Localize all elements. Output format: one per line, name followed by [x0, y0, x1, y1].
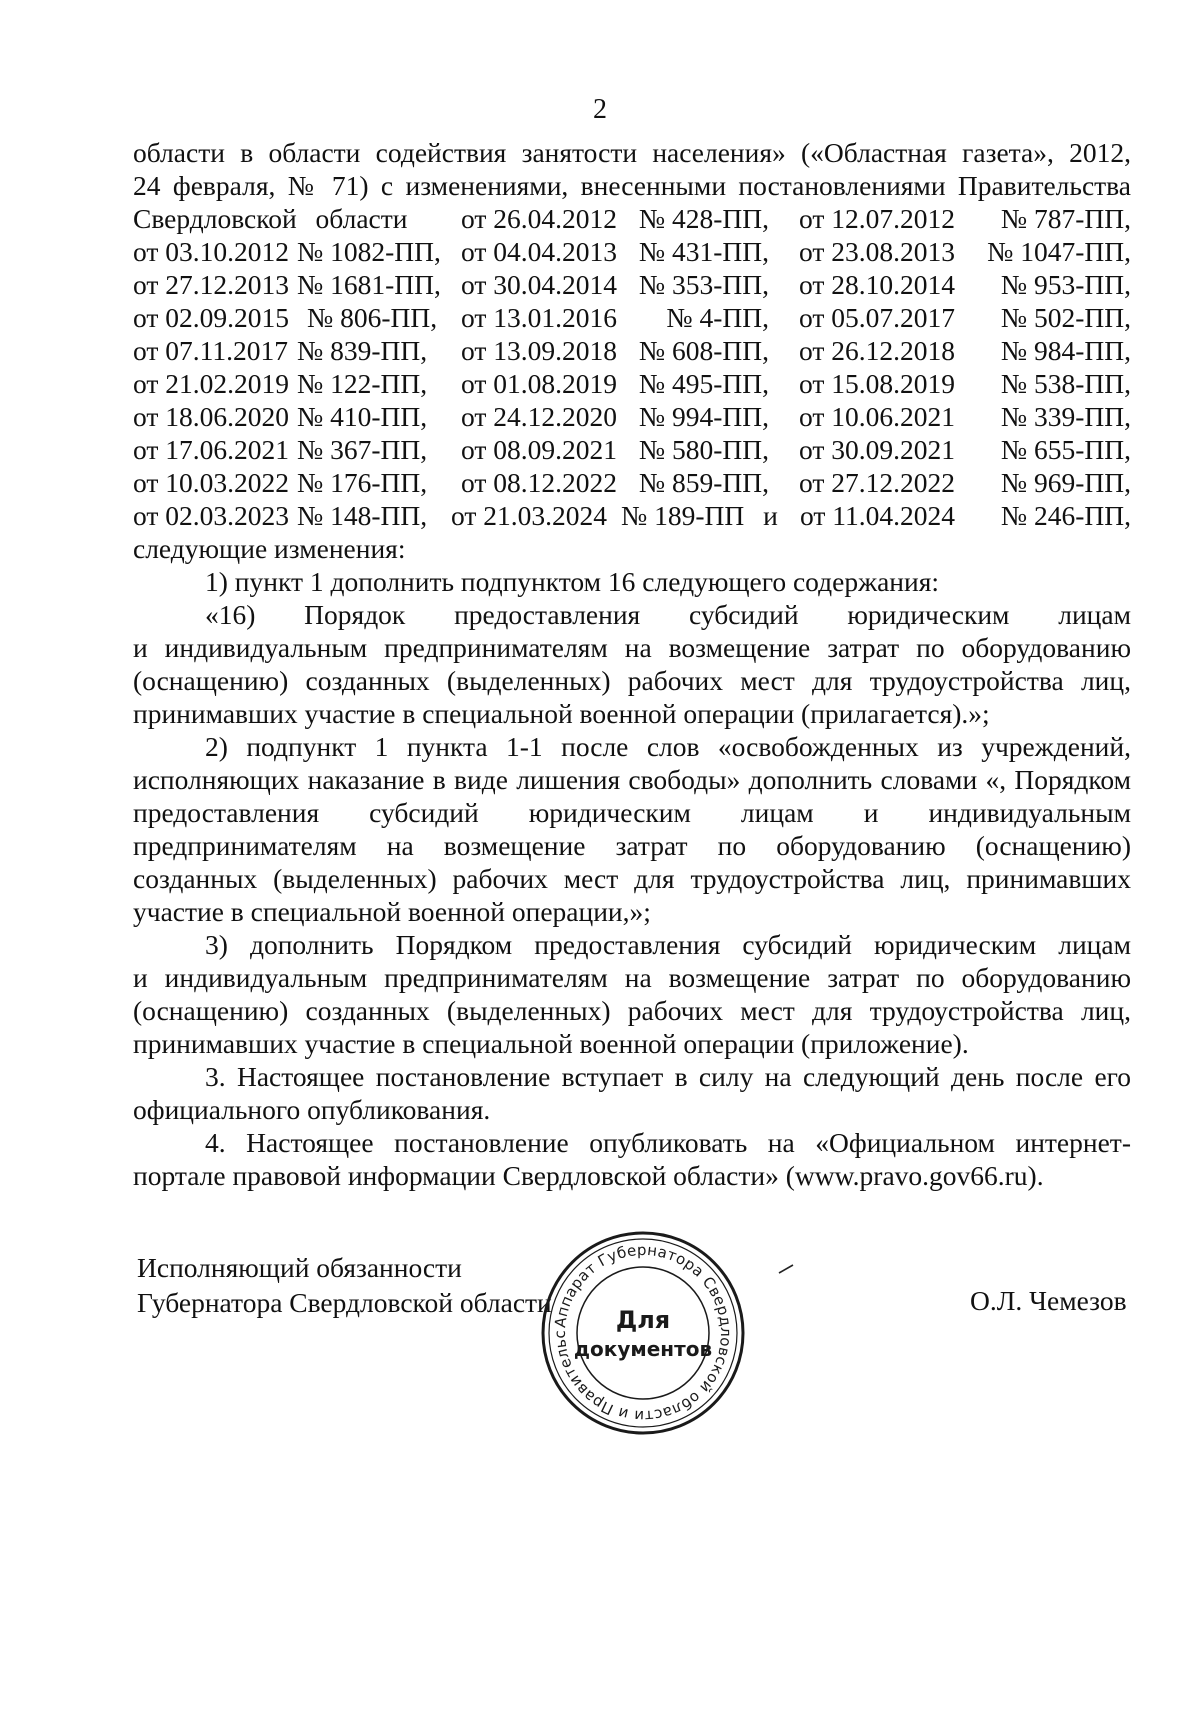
- amendment-number: № 538-ПП,: [1000, 368, 1131, 399]
- amendment-date: от 12.07.2012: [798, 203, 955, 234]
- amendment-date: от 30.04.2014: [461, 269, 618, 300]
- amendment-number: № 1082-ПП,: [297, 236, 441, 267]
- amendment-number: № 176-ПП,: [297, 467, 428, 498]
- signatory-position-line: Губернатора Свердловской области: [137, 1287, 552, 1318]
- amendment-date: от 10.03.2022: [133, 467, 290, 498]
- amendments-row: [133, 367, 1131, 400]
- amendment-number-and: [621, 499, 778, 532]
- conjunction: и: [763, 500, 778, 531]
- amendment-date: от 10.06.2021: [798, 401, 955, 432]
- amendment-number: № 353-ПП,: [638, 269, 769, 300]
- amendment-date: от 27.12.2013: [133, 269, 290, 300]
- item-2-line: участие в специальной военной операции,»;: [133, 896, 651, 927]
- item-3-line: принимавших участие в специальной военной операции (приложение).: [133, 1028, 969, 1059]
- amendment-number: № 428-ПП,: [638, 203, 769, 234]
- item-2-line: 2) подпункт 1 пункта 1-1 после слов «освобожденных из учреждений,: [205, 731, 1131, 762]
- amendments-row: [133, 433, 1131, 466]
- amendment-date: от 27.12.2022: [798, 467, 955, 498]
- amendment-number: № 122-ПП,: [297, 368, 428, 399]
- amendment-date: от 13.09.2018: [461, 335, 618, 366]
- amendment-date: от 02.09.2015: [133, 302, 290, 333]
- item-16-line: принимавших участие в специальной военной операции (прилагается).»;: [133, 698, 990, 729]
- amendment-date: от 13.01.2016: [461, 302, 618, 333]
- amendments-row: [133, 334, 1131, 367]
- amendment-date: от 24.12.2020: [461, 401, 618, 432]
- amendments-row: [133, 301, 1131, 334]
- amendments-table: [133, 202, 1131, 532]
- item-3-line: 3) дополнить Порядком предоставления субсидий юридическим лицам: [205, 929, 1131, 960]
- amendment-date: от 15.08.2019: [798, 368, 955, 399]
- amendments-row: [133, 235, 1131, 268]
- amendment-date: от 26.12.2018: [798, 335, 955, 366]
- amendments-lead: Свердловской области: [133, 203, 408, 234]
- amendment-number: № 431-ПП,: [638, 236, 769, 267]
- item-2-line: созданных (выделенных) рабочих мест для трудоустройства лиц, принимавших: [133, 863, 1131, 894]
- amendment-number: № 994-ПП,: [638, 401, 769, 432]
- amendment-date: от 21.03.2024: [451, 500, 608, 531]
- item-16-line: (оснащению) созданных (выделенных) рабочих мест для трудоустройства лиц,: [133, 665, 1131, 696]
- svg-text:документов: документов: [573, 1337, 713, 1361]
- amendment-number: № 655-ПП,: [1000, 434, 1131, 465]
- amendment-number: № 806-ПП,: [307, 302, 438, 333]
- amendment-number: № 580-ПП,: [638, 434, 769, 465]
- clause-4-line: 4. Настоящее постановление опубликовать на «Официальном интернет-: [205, 1127, 1131, 1158]
- amendment-date: от 23.08.2013: [798, 236, 955, 267]
- amendment-date: от 08.09.2021: [461, 434, 618, 465]
- amendment-date: от 17.06.2021: [133, 434, 290, 465]
- amendment-date: от 28.10.2014: [798, 269, 955, 300]
- amendment-date: от 11.04.2024: [799, 500, 955, 531]
- intro-line: области в области содействия занятости населения» («Областная газета», 2012,: [133, 137, 1131, 168]
- amendment-number: № 1681-ПП,: [297, 269, 441, 300]
- signatory-position: [137, 1250, 552, 1320]
- amendment-number: № 839-ПП,: [297, 335, 428, 366]
- clause-3-line: 3. Настоящее постановление вступает в силу на следующий день после его: [205, 1061, 1131, 1092]
- amendment-number: № 608-ПП,: [638, 335, 769, 366]
- item-2-line: предпринимателям на возмещение затрат по оборудованию (оснащению): [133, 830, 1131, 861]
- amendments-row: [133, 202, 1131, 235]
- amendment-date: от 03.10.2012: [133, 236, 290, 267]
- item-3-line: (оснащению) созданных (выделенных) рабочих мест для трудоустройства лиц,: [133, 995, 1131, 1026]
- item-16-line: и индивидуальным предпринимателям на возмещение затрат по оборудованию: [133, 632, 1131, 663]
- amendment-number: № 4-ПП,: [666, 302, 769, 333]
- official-stamp: [538, 1228, 748, 1438]
- intro-line: 24 февраля, № 71) с изменениями, внесенными постановлениями Правительства: [133, 170, 1131, 201]
- amendments-row: [133, 499, 1131, 532]
- amendment-number: № 339-ПП,: [1000, 401, 1131, 432]
- amendment-date: от 30.09.2021: [798, 434, 955, 465]
- amendment-date: от 21.02.2019: [133, 368, 290, 399]
- amendment-number: № 969-ПП,: [1000, 467, 1131, 498]
- amendment-date: от 02.03.2023: [133, 500, 290, 531]
- amendment-date: от 01.08.2019: [461, 368, 618, 399]
- item-3-line: и индивидуальным предпринимателям на возмещение затрат по оборудованию: [133, 962, 1131, 993]
- stamp-seal-icon: [538, 1228, 748, 1438]
- amendment-number: № 1047-ПП,: [987, 236, 1131, 267]
- signatory-name: О.Л. Чемезов: [970, 1285, 1127, 1316]
- signatory-position-line: Исполняющий обязанности: [137, 1252, 462, 1283]
- svg-text:Для: Для: [615, 1306, 671, 1334]
- amendment-number: № 859-ПП,: [638, 467, 769, 498]
- amendment-number: № 984-ПП,: [1000, 335, 1131, 366]
- clause-4-line: портале правовой информации Свердловской области» (www.pravo.gov66.ru).: [133, 1160, 1044, 1191]
- page-number: 2: [593, 94, 607, 125]
- amendment-date: от 18.06.2020: [133, 401, 290, 432]
- document-body: [133, 136, 1131, 1192]
- amendment-date: от 04.04.2013: [461, 236, 618, 267]
- amendment-number: № 367-ПП,: [297, 434, 428, 465]
- clause-3-line: официального опубликования.: [133, 1094, 491, 1125]
- amendment-number: № 246-ПП,: [1000, 500, 1131, 531]
- amendments-tail: следующие изменения:: [133, 533, 406, 564]
- amendment-date: от 26.04.2012: [461, 203, 618, 234]
- amendment-number: № 502-ПП,: [1000, 302, 1131, 333]
- amendment-number: № 189-ПП: [621, 500, 745, 531]
- item-16-line: «16) Порядок предоставления субсидий юридическим лицам: [205, 599, 1131, 630]
- amendment-number: № 495-ПП,: [638, 368, 769, 399]
- amendment-number: № 787-ПП,: [1000, 203, 1131, 234]
- amendment-date: от 07.11.2017: [133, 335, 289, 366]
- amendment-number: № 148-ПП,: [297, 500, 428, 531]
- amendments-row: [133, 466, 1131, 499]
- item-1: 1) пункт 1 дополнить подпунктом 16 следующего содержания:: [205, 566, 940, 597]
- amendment-number: № 410-ПП,: [297, 401, 428, 432]
- item-2-line: исполняющих наказание в виде лишения свободы» дополнить словами «, Порядком: [133, 764, 1131, 795]
- amendments-row: [133, 268, 1131, 301]
- amendment-date: от 08.12.2022: [461, 467, 618, 498]
- amendment-number: № 953-ПП,: [1000, 269, 1131, 300]
- item-2-line: предоставления субсидий юридическим лицам и индивидуальным: [133, 797, 1131, 828]
- svg-text:Аппарат Губернатора Свердловск: Аппарат Губернатора Свердловской области и Правительс: [550, 1240, 736, 1426]
- pen-mark-icon: [778, 1264, 794, 1274]
- amendment-date: от 05.07.2017: [798, 302, 955, 333]
- amendments-row: [133, 400, 1131, 433]
